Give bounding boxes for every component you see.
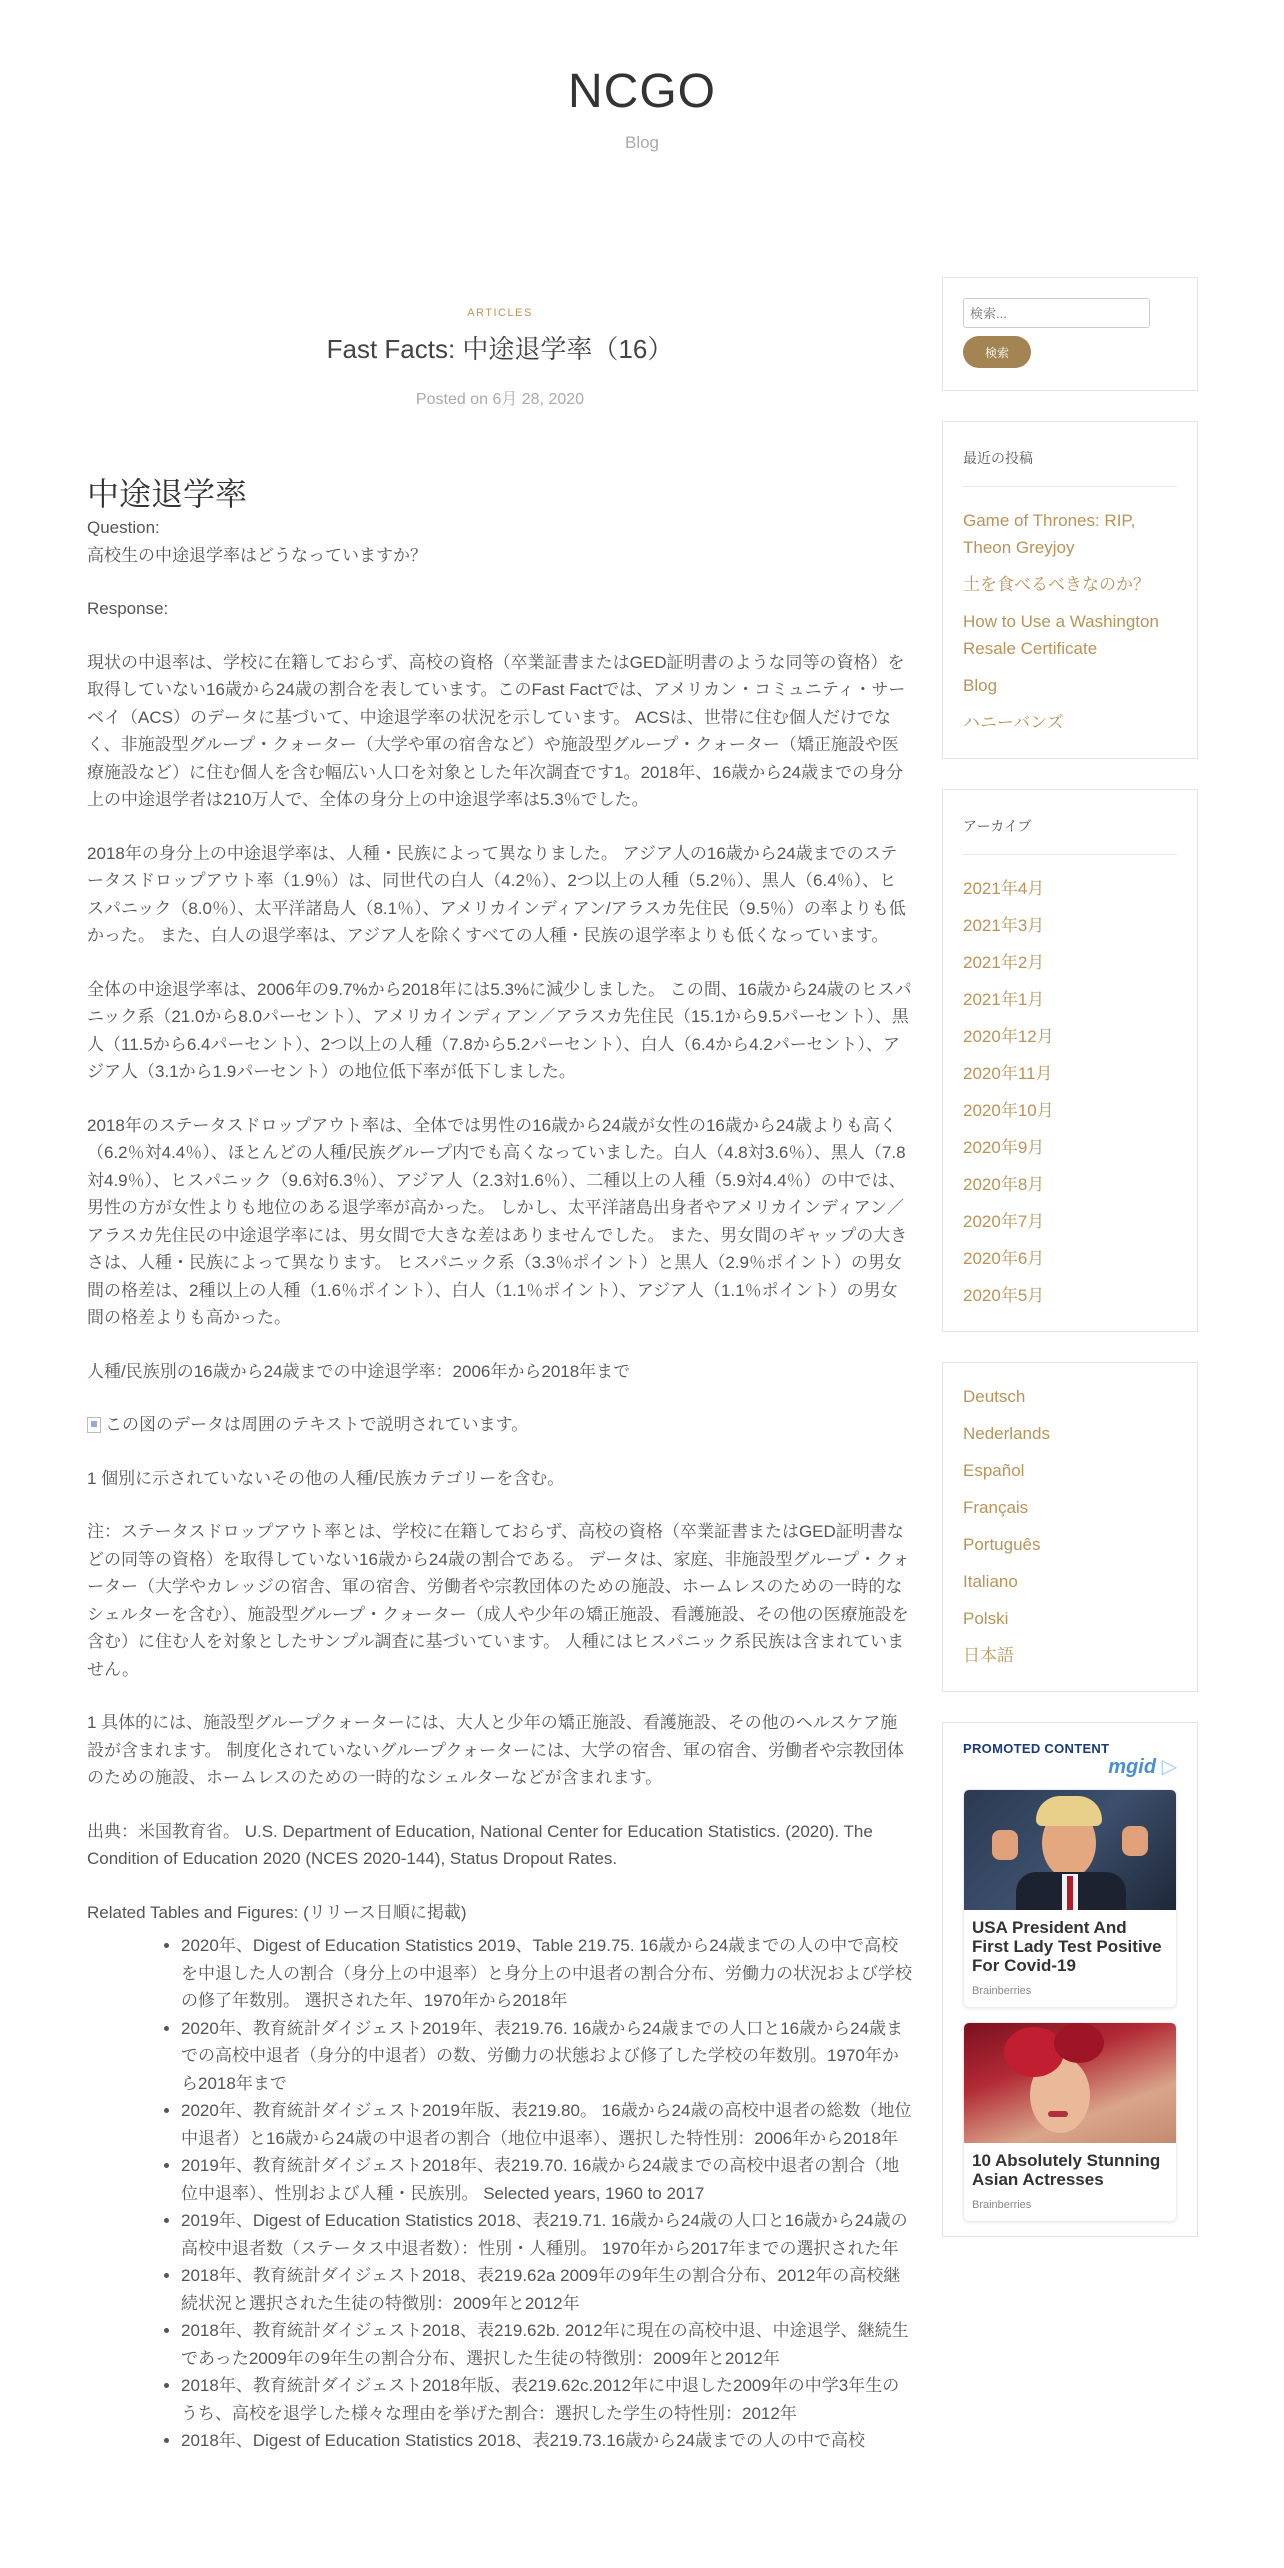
ad-image[interactable] <box>964 2023 1176 2143</box>
list-item: • 2018年、教育統計ダイジェスト2018、表219.62a 2009年の9年生の割合分布、2012年の高校継続状況と選択された生徒の特徴別：2009年と2012年 <box>181 2262 913 2317</box>
language-link[interactable]: Français <box>963 1498 1029 1517</box>
archive-link[interactable]: 2020年10月 <box>963 1101 1054 1120</box>
list-item: • 2019年、教育統計ダイジェスト2018年、表219.70. 16歳から24歳までの高校中退者の割合（地位中退率）、性別および人種・民族別。 Selected years, 1960 to 2017 <box>181 2152 913 2207</box>
site-title[interactable]: NCGO <box>568 65 716 118</box>
figure-caption: 人種/民族別の16歳から24歳までの中途退学率：2006年から2018年まで <box>87 1361 631 1381</box>
widget-title: アーカイブ <box>963 810 1177 855</box>
search-input[interactable] <box>963 298 1150 328</box>
site-tagline: Blog <box>624 133 660 152</box>
archive-link[interactable]: 2020年9月 <box>963 1138 1045 1157</box>
archive-link[interactable]: 2020年6月 <box>963 1249 1045 1268</box>
image-alt-text: この図のデータは周囲のテキストで説明されています。 <box>105 1415 529 1434</box>
recent-post-link[interactable]: ハニーバンズ <box>963 713 1064 732</box>
recent-post-link[interactable]: Blog <box>963 676 998 695</box>
archive-link[interactable]: 2020年5月 <box>963 1286 1045 1305</box>
list-item: • 2020年、Digest of Education Statistics 2019、Table 219.75. 16歳から24歳までの人の中で高校を中退した人の割合（身分上の中退率）と身分上の中退者の割合分布、労働力の状況および学校の修了年数別。 選択された年、1970年から2018年 <box>181 1932 913 2015</box>
promoted-content-widget <box>942 1722 1198 2237</box>
post-meta <box>87 386 913 409</box>
question-label: Question: <box>87 518 160 537</box>
language-link[interactable]: Español <box>963 1461 1025 1480</box>
ad-text <box>964 1910 1176 2007</box>
paragraph: 2018年のステータスドロップアウト率は、全体では男性の16歳から24歳が女性の16歳から24歳よりも高く（6.2％対4.4％）、ほとんどの人種/民族グループ内でも高くなっていました。白人（4.8対3.6％）、黒人（7.8対4.9％）、ヒスパニック（9.6対6.3％）、アジア人（2.3対1.6％）、二種以上の人種（5.9対4.4％）の中では、男性の方が女性よりも地位のある退学率が高かった。 しかし、太平洋諸島出身者やアメリカインディアン／アラスカ先住民の中途退学率には、男女間で大きな差はありませんでした。 また、男女間のギャップの大きさは、人種・民族によって異なります。 ヒスパニック系（3.3％ポイント）と黒人（2.9％ポイント）の男女間の格差は、2種以上の人種（1.6％ポイント）、白人（1.1％ポイント）、アジア人（1.1％ポイント）の男女間の格差よりも高かった。 <box>87 1115 908 1327</box>
archive-link[interactable]: 2020年8月 <box>963 1175 1045 1194</box>
ad-source: Brainberries <box>972 2199 1032 2211</box>
post-category[interactable]: ARTICLES <box>467 307 533 319</box>
archive-link[interactable]: 2020年7月 <box>963 1212 1045 1231</box>
post-date[interactable]: 6月 28, 2020 <box>492 391 585 408</box>
content-heading: 中途退学率 <box>87 476 248 512</box>
mgid-brand: mgid <box>1108 1756 1157 1778</box>
archive-link[interactable]: 2021年3月 <box>963 916 1045 935</box>
language-widget <box>942 1362 1198 1692</box>
language-link[interactable]: Polski <box>963 1609 1009 1628</box>
post-header <box>87 250 913 409</box>
archive-link[interactable]: 2021年1月 <box>963 990 1045 1009</box>
related-list <box>181 1932 913 2455</box>
language-link[interactable]: Nederlands <box>963 1424 1050 1443</box>
ad-card[interactable] <box>963 1789 1177 2008</box>
promoted-label: PROMOTED CONTENT <box>963 1741 1110 1756</box>
broken-image-icon <box>87 1417 101 1433</box>
language-link[interactable]: Português <box>963 1535 1041 1554</box>
mgid-logo[interactable] <box>963 1754 1177 1779</box>
list-item: • 2018年、教育統計ダイジェスト2018年版、表219.62c.2012年に中退した2009年の中学3年生のうち、高校を退学した様々な理由を挙げた割合：選択した学生の特性別：2012年 <box>181 2372 913 2427</box>
main-content <box>87 250 913 2455</box>
recent-posts-widget <box>942 421 1198 759</box>
sidebar <box>942 277 1198 2267</box>
archive-link[interactable]: 2020年11月 <box>963 1064 1053 1083</box>
ad-image[interactable] <box>964 1790 1176 1910</box>
ad-source: Brainberries <box>972 1985 1032 1997</box>
ad-card[interactable] <box>963 2022 1177 2222</box>
list-item: • 2020年、教育統計ダイジェスト2019年版、表219.80。 16歳から24歳の高校中退者の総数（地位中退者）と16歳から24歳の中退者の割合（地位中退率）、選択した特性別：2006年から2018年 <box>181 2097 913 2152</box>
question-text: 高校生の中途退学率はどうなっていますか？ <box>87 545 427 565</box>
figure-image <box>87 1411 913 1439</box>
footnote: 1 個別に示されていないその他の人種/民族カテゴリーを含む。 <box>87 1468 565 1488</box>
language-link[interactable]: 日本語 <box>963 1646 1014 1665</box>
language-link[interactable]: Deutsch <box>963 1387 1026 1406</box>
archive-link[interactable]: 2020年12月 <box>963 1027 1054 1046</box>
paragraph: 全体の中途退学率は、2006年の9.7%から2018年には5.3%に減少しました。 この間、16歳から24歳のヒスパニック系（21.0から8.0パーセント）、アメリカインディアン／アラスカ先住民（15.1から9.5パーセント）、黒人（11.5から6.4パーセント）、2つ以上の人種（7.8から5.2パーセント）、白人（6.4から4.2パーセント）、アジア人（3.1から1.9パーセント）の地位低下率が低下しました。 <box>87 979 912 1081</box>
list-item: • 2018年、教育統計ダイジェスト2018、表219.62b. 2012年に現在の高校中退、中途退学、継続生であった2009年の9年生の割合分布、選択した生徒の特徴別：2009年と2012年 <box>181 2317 913 2372</box>
note: 注：ステータスドロップアウト率とは、学校に在籍しておらず、高校の資格（卒業証書またはGED証明書などの同等の資格）を取得していない16歳から24歳の割合である。 データは、家庭、非施設型グループ・クォーター（大学やカレッジの宿舎、軍の宿舎、労働者や宗教団体のための施設、ホームレスのための一時的なシェルターを含む）、施設型グループ・クォーター（成人や少年の矯正施設、看護施設、その他の医療施設を含む）に住む人を対象としたサンプル調査に基づいています。 人種にはヒスパニック系民族は含まれていません。 <box>87 1522 910 1679</box>
response-label: Response: <box>87 599 169 618</box>
list-item: • 2018年、Digest of Education Statistics 2018、表219.73.16歳から24歳までの人の中で高校 <box>181 2427 913 2455</box>
archive-link[interactable]: 2021年2月 <box>963 953 1045 972</box>
archive-widget <box>942 789 1198 1332</box>
site-header <box>0 0 1284 250</box>
list-item: • 2020年、教育統計ダイジェスト2019年、表219.76. 16歳から24歳までの人口と16歳から24歳までの高校中退者（身分的中退者）の数、労働力の状態および修了した学校の年数別。1970年から2018年まで <box>181 2015 913 2098</box>
paragraph: 現状の中退率は、学校に在籍しておらず、高校の資格（卒業証書またはGED証明書のような同等の資格）を取得していない16歳から24歳の割合を表しています。このFast Factでは、アメリカン・コミュニティ・サーベイ（ACS）のデータに基づいて、中途退学率の状況を示しています。 ACSは、世帯に住む個人だけでなく、非施設型グループ・クォーター（大学や軍の宿舎など）や施設型グループ・クォーター（矯正施設や医療施設など）に住む個人を含む幅広い人口を対象とした年次調査です1。2018年、16歳から24歳までの身分上の中途退学者は210万人で、全体の身分上の中途退学率は5.3％でした。 <box>87 652 906 809</box>
list-item: • 2019年、Digest of Education Statistics 2018、表219.71. 16歳から24歳の人口と16歳から24歳の高校中退者数（ステータス中退者数）：性別・人種別。 1970年から2017年までの選択された年 <box>181 2207 913 2262</box>
mgid-triangle-icon: ▷ <box>1161 1756 1177 1778</box>
search-widget <box>942 277 1198 391</box>
widget-title: 最近の投稿 <box>963 442 1177 487</box>
footnote: 1 具体的には、施設型グループクォーターには、大人と少年の矯正施設、看護施設、その他のヘルスケア施設が含まれます。 制度化されていないグループクォーターには、大学の宿舎、軍の宿舎、労働者や宗教団体のための施設、ホームレスのための一時的なシェルターなどが含まれます。 <box>87 1713 904 1787</box>
source-citation: 出典：米国教育省。 U.S. Department of Education, National Center for Education Statistics. (2020). The Condition of Education 2020 (NCES 2020-144), Status Dropout Rates. <box>87 1821 873 1868</box>
ad-title[interactable]: 10 Absolutely Stunning Asian Actresses <box>972 2151 1161 2189</box>
recent-post-link[interactable]: How to Use a Washington Resale Certificate <box>963 612 1159 658</box>
recent-post-link[interactable]: Game of Thrones: RIP, Theon Greyjoy <box>963 511 1136 557</box>
recent-post-link[interactable]: 土を食べるべきなのか？ <box>963 575 1150 594</box>
language-link[interactable]: Italiano <box>963 1572 1018 1591</box>
post-body <box>87 474 913 2455</box>
paragraph: 2018年の身分上の中途退学率は、人種・民族によって異なりました。 アジア人の16歳から24歳までのステータスドロップアウト率（1.9％）は、同世代の白人（4.2％）、2つ以上の人種（5.2％）、黒人（6.4％）、ヒスパニック（8.0％）、太平洋諸島人（8.1％）、アメリカインディアン/アラスカ先住民（9.5％）の率よりも低かった。 また、白人の退学率は、アジア人を除くすべての人種・民族の退学率よりも低くなっています。 <box>87 843 906 945</box>
search-button[interactable]: 検索 <box>963 336 1031 368</box>
posted-prefix: Posted on <box>415 391 488 408</box>
related-label: Related Tables and Figures: (リリース日順に掲載) <box>87 1902 467 1922</box>
ad-title[interactable]: USA President And First Lady Test Positive For Covid-19 <box>972 1918 1162 1975</box>
post-title: Fast Facts: 中途退学率（16） <box>326 334 674 364</box>
archive-link[interactable]: 2021年4月 <box>963 879 1045 898</box>
ad-text <box>964 2143 1176 2221</box>
